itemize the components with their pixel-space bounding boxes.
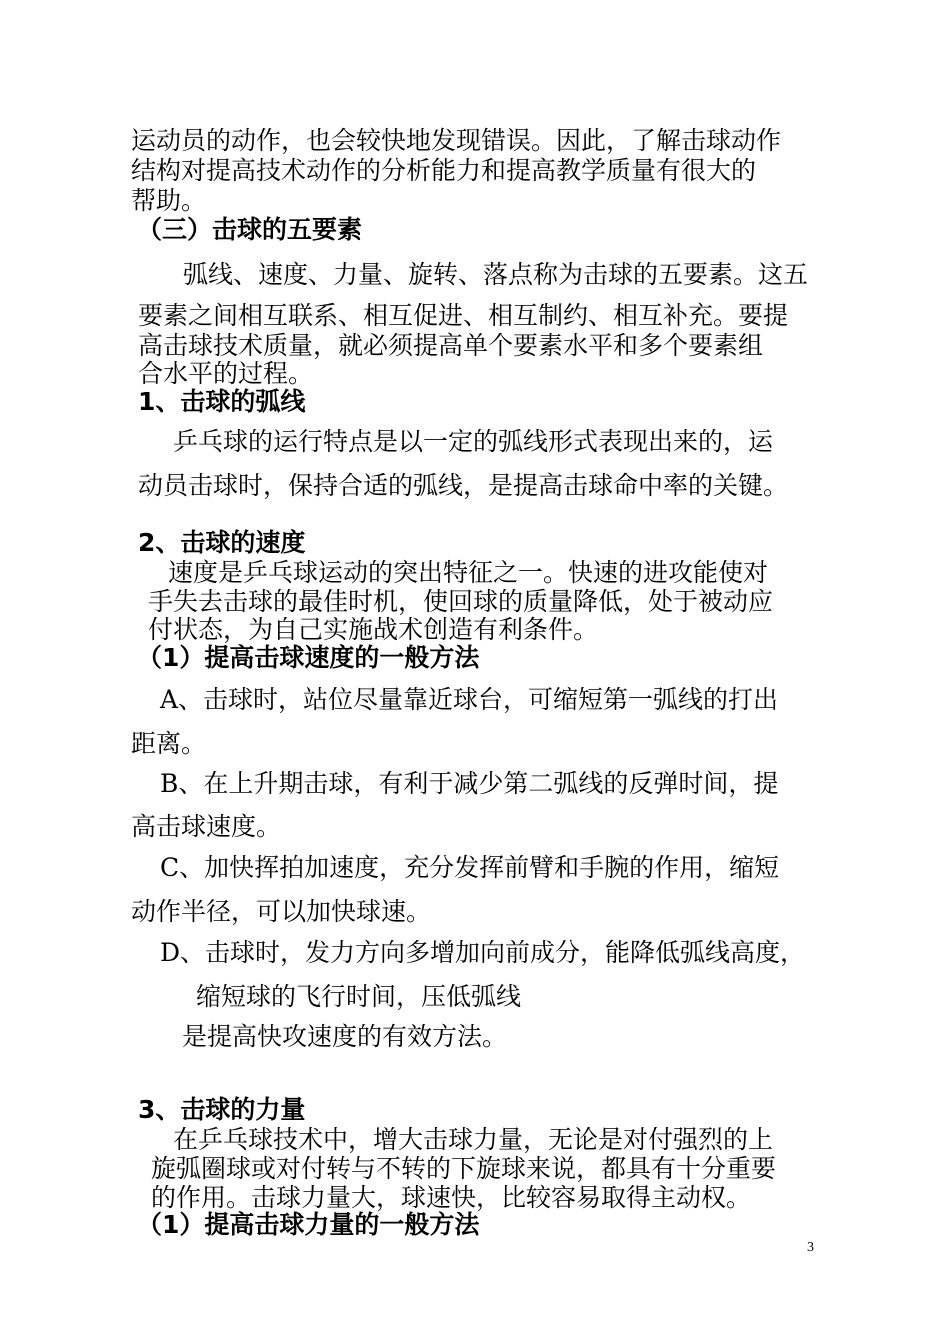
list-item-line: D、击球时，发力方向多增加向前成分，能降低弧线高度， [160, 938, 806, 967]
list-item-line: 高击球速度。 [131, 812, 282, 841]
subsection-heading: 2、击球的速度 [138, 528, 306, 557]
body-line: 乒乓球的运行特点是以一定的弧线形式表现出来的，运 [173, 427, 774, 456]
body-line: 高击球技术质量，就必须提高单个要素水平和多个要素组 [138, 331, 764, 360]
subsection-heading: （1）提高击球力量的一般方法 [137, 1210, 480, 1239]
list-item-line: A、击球时，站位尽量靠近球台，可缩短第一弧线的打出 [160, 685, 779, 714]
body-line: 结构对提高技术动作的分析能力和提高教学质量有很大的 [131, 156, 757, 185]
subsection-heading: 3、击球的力量 [138, 1095, 306, 1124]
subsection-heading: 1、击球的弧线 [138, 387, 306, 416]
list-item-line: 是提高快攻速度的有效方法。 [182, 1022, 508, 1051]
body-line: 运动员的动作，也会较快地发现错误。因此，了解击球动作 [131, 126, 782, 155]
body-line: 合水平的过程。 [138, 359, 314, 388]
body-line: 弧线、速度、力量、旋转、落点称为击球的五要素。这五 [183, 260, 809, 289]
body-line: 要素之间相互联系、相互促进、相互制约、相互补充。要提 [138, 301, 789, 330]
subsection-heading: （1）提高击球速度的一般方法 [137, 643, 480, 672]
list-item-line: B、在上升期击球，有利于减少第二弧线的反弹时间，提 [160, 769, 779, 798]
list-item-line: C、加快挥拍加速度，充分发挥前臂和手腕的作用，缩短 [160, 853, 780, 882]
page-number: 3 [807, 1240, 814, 1255]
section-heading: （三）击球的五要素 [137, 215, 363, 244]
body-line: 在乒乓球技术中，增大击球力量，无论是对付强烈的上 [173, 1125, 774, 1154]
body-line: 的作用。击球力量大，球速快，比较容易取得主动权。 [151, 1183, 752, 1212]
body-line: 速度是乒乓球运动的突出特征之一。快速的进攻能使对 [168, 558, 769, 587]
body-line: 动员击球时，保持合适的弧线，是提高击球命中率的关键。 [138, 471, 789, 500]
list-item-line: 动作半径，可以加快球速。 [131, 897, 432, 926]
body-line: 旋弧圈球或对付转与不转的下旋球来说，都具有十分重要 [151, 1154, 777, 1183]
list-item-line: 距离。 [131, 729, 207, 758]
list-item-line: 缩短球的飞行时间，压低弧线 [196, 982, 522, 1011]
body-line: 付状态，为自己实施战术创造有利条件。 [148, 615, 599, 644]
body-line: 帮助。 [131, 186, 207, 215]
body-line: 手失去击球的最佳时机，使回球的质量降低，处于被动应 [148, 587, 774, 616]
